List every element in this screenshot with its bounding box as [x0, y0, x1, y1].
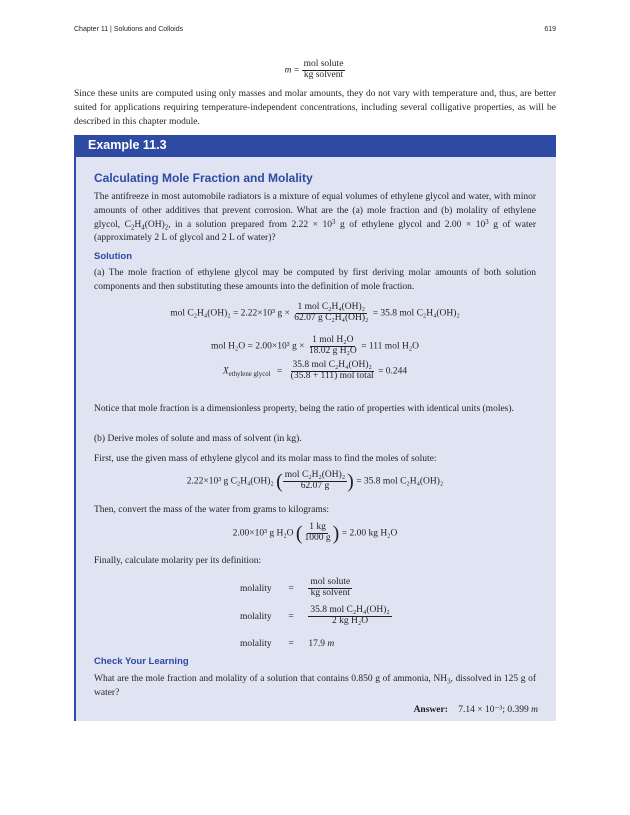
problem-statement: The antifreeze in most automobile radiators is a mixture of equal volumes of ethylene glycol and water, with minor amounts of other additives that prevent corrosion. What are the (a) mole fraction and (b) molality of ethylene glycol, $C_2H_4(OH)_2$, in a solution prepared from $2.22 \times 10^3$ g of ethylene glycol and $2.00 \times 10^3$ g of water (approximately 2 L of glycol and 2 L of water)?	[94, 192, 536, 244]
example-title-bar	[74, 135, 556, 157]
equation-moles-water: mol H₂O = 2.00×10³ g × $\frac{\text{1 mol H₂O}}{\text{18.02 g H₂O}}$ = 111 mol H₂O	[211, 335, 419, 356]
first-step-text: First, use the given mass of ethylene glycol and its molar mass to find the moles of solute:	[94, 454, 437, 464]
dimensionless-note: Notice that mole fraction is a dimensionless property, being the ratio of properties with identical units (moles).	[94, 404, 514, 414]
example-left-rule	[74, 157, 76, 721]
equation-water-kg: 2.00×10³ g H₂O ( $\frac{1 kg}{1000 g}$ ) = 2.00 kg H₂O	[232, 522, 398, 545]
molality-fraction: $\frac{\text{mol solute}}{\text{kg solvent}}$	[303, 59, 344, 80]
equation-moles-glycol: mol C₂H₄(OH)₂ = 2.22×10³ g × $\frac{\text{1 mol C₂H₄(OH)₂}}{\text{62.07 g C₂H₄(OH)₂}}$ = 35.8 mol C₂H₄(OH)₂	[170, 302, 460, 323]
part-a-text: (a) The mole fraction of ethylene glycol may be computed by first deriving molar amounts of both solution components and then substituting these amounts into the definition of mole fraction.	[94, 268, 536, 292]
answer-value: 7.14 × 10⁻³; 0.399	[458, 705, 532, 715]
answer-label: Answer:	[413, 705, 448, 715]
molality-row-substitution: molality = $\frac{\text{35.8 mol C₂H₄(OH)₂}}{\text{2 kg H₂O}}$	[240, 605, 390, 626]
then-step-text: Then, convert the mass of the water from grams to kilograms:	[94, 505, 330, 515]
part-b-text: (b) Derive moles of solute and mass of solvent (in kg).	[94, 434, 302, 444]
equation-mole-fraction: $X_{ethylene glycol}$ = $\frac{\text{35.8 mol C₂H₄(OH)₂}}{\text{(35.8 + 111) mol total}}$ = 0.244	[222, 360, 408, 381]
example-label: Example 11.3	[88, 138, 167, 152]
page-number: 619	[544, 26, 556, 33]
check-question: What are the mole fraction and molality of a solution that contains 0.850 g of ammonia, $NH_3$, dissolved in 125 g of water?	[94, 674, 536, 698]
answer-line: Answer: 7.14 × 10⁻³; 0.399 m	[413, 705, 538, 715]
intro-paragraph: Since these units are computed using only masses and molar amounts, they do not vary with temperature and, thus, are better suited for applications requiring temperature-independent concentrations, including several colligative properties, as will be described in this chapter module.	[74, 89, 556, 127]
finally-step-text: Finally, calculate molarity per its definition:	[94, 556, 262, 566]
example-heading: Calculating Mole Fraction and Molality	[94, 171, 313, 185]
running-header-chapter: Chapter 11 | Solutions and Colloids	[74, 26, 184, 33]
equation-moles-solute: 2.22×10³ g C₂H₄(OH)₂ ( $\frac{\text{mol C₂H₂(OH)₂}}{62.07 g}$ ) = 35.8 mol C₂H₄(OH)₂	[186, 470, 444, 493]
solution-heading: Solution	[94, 251, 132, 262]
molality-definition-equation: m = $\frac{\text{mol solute}}{\text{kg solvent}}$	[284, 59, 344, 80]
example-box	[74, 135, 556, 721]
molality-row-result: molality = 17.9 m	[240, 639, 335, 649]
molality-symbol: m	[284, 65, 292, 76]
molality-row-definition: molality = $\frac{\text{mol solute}}{\text{kg solvent}}$	[240, 577, 351, 598]
check-your-learning-heading: Check Your Learning	[94, 656, 189, 667]
